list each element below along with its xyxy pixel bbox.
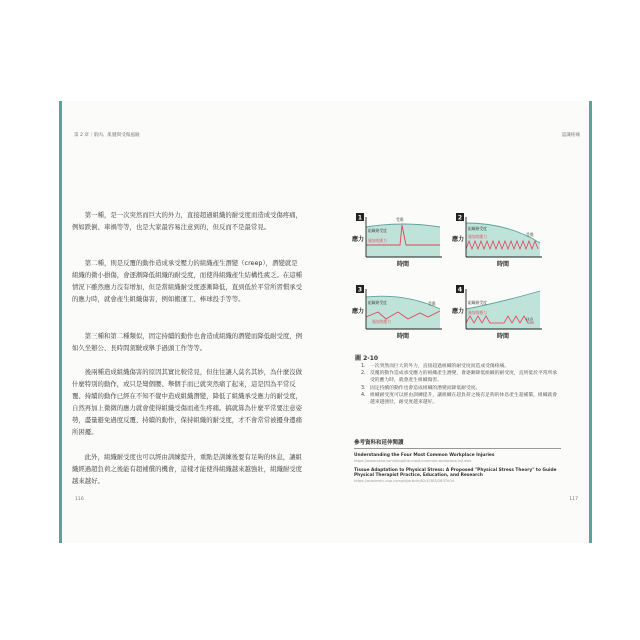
- reference-1-title: Understanding the Four Most Common Workplace Injuries: [354, 453, 495, 458]
- figure-note-2-text: 反覆的動作造成承受應力的組織產生潛變，會逐漸降低組織的耐受度，直到低於平常所承受的應力時，就會產生組織傷害。: [370, 371, 558, 384]
- panel-4-x-label: 時間: [496, 333, 510, 340]
- figure-note-4-num: 4.: [361, 392, 366, 398]
- running-head-left: 第 2 章｜肌肉、肌腱與受傷風險: [74, 133, 140, 138]
- reference-2-url[interactable]: https://academic.oup.com/ptj/article/82/4/383/2837004: [354, 478, 454, 483]
- figure-note-1-text: 一次突然而巨大的外力，直接超過組織的耐受度而造成受傷疼痛。: [370, 364, 510, 369]
- references-section: [354, 438, 561, 484]
- page-number-right: 117: [569, 497, 578, 502]
- panel-2-stress-label: 施加的應力: [468, 234, 487, 239]
- figure-note-3: [361, 385, 561, 392]
- panel-3-number: 3: [357, 286, 363, 294]
- figure-label: 圖 2-10: [355, 355, 379, 362]
- page-number-left: 116: [75, 497, 84, 502]
- paragraph-5: [72, 451, 303, 487]
- panel-4-number: 4: [457, 286, 463, 294]
- figure-note-1: [361, 363, 561, 370]
- panel-1-number: 1: [357, 214, 363, 222]
- panel-1-stress-label: 施加的應力: [368, 238, 387, 243]
- panel-3-tolerance-label: 組織耐受度: [368, 300, 387, 305]
- panel-4-rest-label: 休息: [526, 317, 534, 322]
- stress-tolerance-figure: [348, 213, 548, 353]
- figure-note-3-num: 3.: [361, 385, 366, 391]
- panel-1-x-label: 時間: [396, 261, 410, 268]
- paragraph-2: [72, 257, 303, 305]
- reference-2-title: Tissue Adaptation to Physical Stress: A Proposed "Physical Stress Theory" to Guide Physical Therapist Practice, Education, and Research: [354, 467, 557, 479]
- panel-3: [352, 285, 442, 340]
- panel-1-tolerance-label: 組織耐受度: [368, 228, 387, 233]
- panel-1-injury-label: 受傷: [396, 217, 404, 222]
- paragraph-2-text: 第二種，則是反覆的動作造成承受壓力的組織產生潛變（creep），潛變就是組織的微小損傷，會逐漸降低組織的耐受度，而使得組織產生結構性疲乏。在這種情況下雖然應力沒有增加，但是當組織耐受度逐漸降低，直到低於平常所習慣承受的應力時，就會產生組織傷害，例如搬運工、棒球投手等等。: [72, 259, 303, 303]
- panel-3-stress-label: 施加的應力: [372, 319, 391, 324]
- left-page: [59, 101, 324, 543]
- panel-3-injury-label: 受傷: [428, 301, 436, 306]
- panel-4: [452, 285, 542, 340]
- panel-1-y-label: 應力: [352, 236, 365, 243]
- panel-2-y-label: 應力: [452, 236, 465, 243]
- panel-2-x-label: 時間: [496, 261, 510, 268]
- panel-2-tolerance-label: 組織耐受度: [468, 226, 487, 231]
- references-title: 參考資料和延伸閱讀: [354, 438, 561, 449]
- figure-notes: [361, 363, 561, 406]
- right-page: [321, 101, 592, 543]
- panel-3-y-label: 應力: [352, 308, 365, 315]
- panel-2-injury-label: 受傷: [526, 232, 534, 237]
- figure-note-1-num: 1.: [361, 364, 366, 369]
- panel-1: [352, 213, 442, 268]
- paragraph-3: [72, 330, 303, 354]
- reference-2: [354, 468, 561, 484]
- panel-2: [452, 213, 542, 268]
- panel-3-x-label: 時間: [396, 333, 410, 340]
- panel-4-tolerance-label: 組織耐受度: [468, 300, 487, 305]
- reference-1: [354, 453, 561, 464]
- paragraph-4: [72, 366, 303, 438]
- book-spread: [59, 101, 589, 543]
- figure-note-2-num: 2.: [361, 371, 366, 377]
- figure-note-4: [361, 392, 561, 406]
- figure-note-3-text: 固定持續的動作也會造成組織的潛變而降低耐受度。: [370, 385, 481, 391]
- panel-4-stress-label: 施加的應力: [468, 310, 487, 315]
- panel-4-y-label: 應力: [452, 308, 465, 315]
- figure-svg: [348, 213, 548, 353]
- reference-1-url[interactable]: https://www.osha.com/blog/the-most-common-workplace-injuries: [354, 458, 472, 463]
- figure-note-4-text: 組織耐受度可以經由訓練提升，讓組織在超負荷之後有足夠的休息產生超補償，組織就會越來越強壯，耐受度越來越好。: [370, 392, 558, 406]
- paragraph-4-text: 後兩種造成組織傷害的原因其實比較常見，但往往讓人莫名其妙，為什麼沒做什麼特別的動作，或只是彎個腰、舉個手而已就突然痛了起來，這是因為平常反覆、持續的動作已經在不知不覺中造成組織潛變，降低了組織承受應力的耐受度，自然再加上微微的應力就會使得組織受傷而產生疼痛。搞就算為什麼平常要注意姿勢，盡量避免過度反覆、持續的動作，保持組織的耐受度，才不會常常被擾身邊痛所困擾。: [72, 368, 303, 436]
- paragraph-3-text: 第三種和第二種類似，固定持續的動作也會造成組織的潛變而降低耐受度，例如久坐辦公、長時間駕駛或舉手過頭工作等等。: [72, 332, 303, 352]
- paragraph-1-text: 第一種，是一次突然而巨大的外力，直接超過組織的耐受度而造成受傷疼痛，例如跌倒、車禍等等，也是大家最容易注意到的，但反而不是最常見。: [72, 211, 303, 231]
- running-head-right: 認識疼痛: [561, 133, 580, 138]
- paragraph-1: [72, 209, 303, 233]
- figure-note-2: [361, 370, 561, 384]
- panel-2-number: 2: [457, 214, 463, 222]
- paragraph-5-text: 此外，組織耐受度也可以經由訓練提升，重點是訓練後要有足夠的休息，讓組織經過超負荷之後能有超補償的機會，這樣才能使得組織越來越強壯，組織耐受度越來越好。: [72, 453, 303, 485]
